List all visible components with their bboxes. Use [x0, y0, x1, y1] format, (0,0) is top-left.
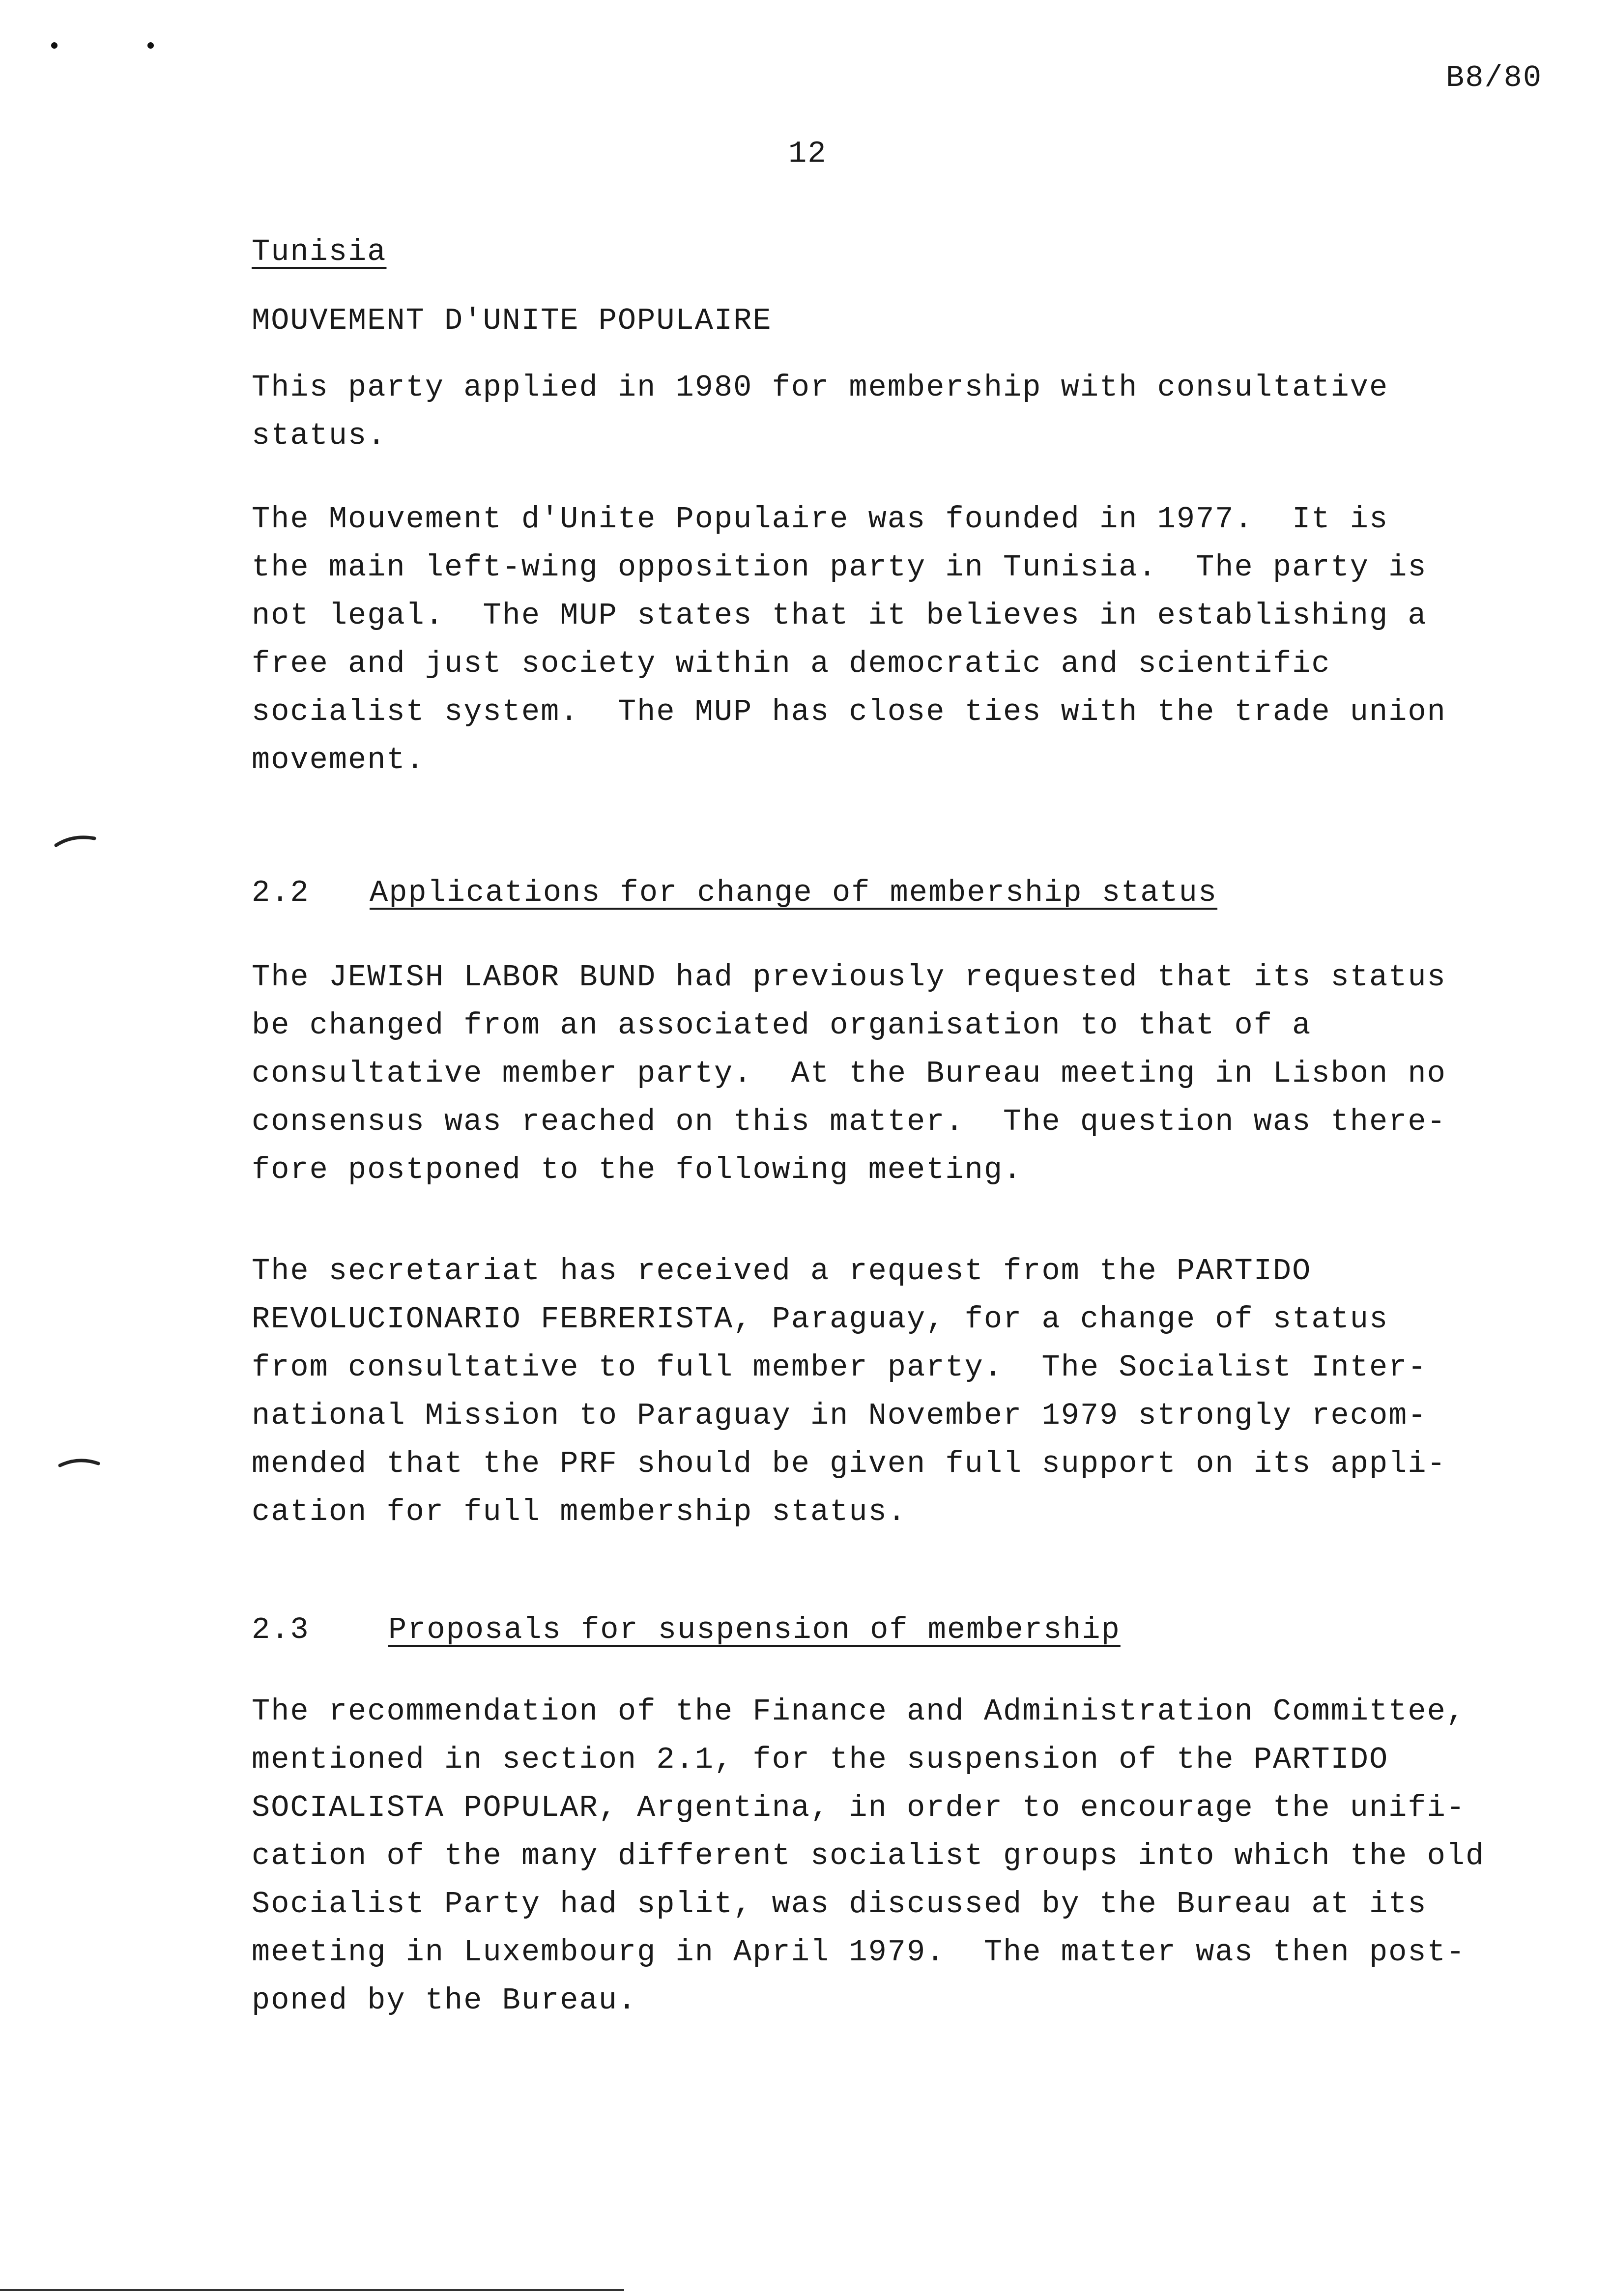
text-line: The secretariat has received a request from the PARTIDO	[252, 1254, 1312, 1289]
text-line: mentioned in section 2.1, for the suspension of the PARTIDO	[252, 1742, 1389, 1777]
text-line: cation of the many different socialist groups into which the old	[252, 1838, 1485, 1873]
section-title: Applications for change of membership status	[370, 875, 1218, 910]
text-line: Socialist Party had split, was discussed by the Bureau at its	[252, 1887, 1427, 1922]
punch-hole-mark-lower	[57, 1453, 101, 1472]
section-number: 2.2	[252, 875, 310, 910]
country-heading: Tunisia	[252, 234, 387, 269]
text-line: meeting in Luxembourg in April 1979. The matter was then post-	[252, 1935, 1466, 1970]
text-line: consensus was reached on this matter. The question was there-	[252, 1104, 1446, 1139]
text-line: from consultative to full member party. The Socialist Inter-	[252, 1350, 1427, 1385]
text-line: the main left-wing opposition party in Tunisia. The party is	[252, 550, 1427, 585]
text-line: consultative member party. At the Bureau meeting in Lisbon no	[252, 1056, 1446, 1091]
text-line: status.	[252, 418, 387, 453]
text-line: fore postponed to the following meeting.	[252, 1152, 1023, 1187]
section-number: 2.3	[252, 1612, 310, 1647]
text-line: be changed from an associated organisation to that of a	[252, 1008, 1312, 1043]
scan-dot-left	[51, 42, 58, 49]
text-line: SOCIALISTA POPULAR, Argentina, in order to encourage the unifi-	[252, 1790, 1466, 1825]
text-line: movement.	[252, 743, 425, 777]
punch-hole-mark-upper	[53, 831, 97, 850]
text-line: not legal. The MUP states that it believes in establishing a	[252, 598, 1427, 633]
text-line: national Mission to Paraguay in November 1979 strongly recom-	[252, 1398, 1427, 1433]
text-line: mended that the PRF should be given full support on its appli-	[252, 1446, 1446, 1481]
section-title: Proposals for suspension of membership	[388, 1612, 1121, 1647]
party-name: MOUVEMENT D'UNITE POPULAIRE	[252, 303, 772, 338]
text-line: cation for full membership status.	[252, 1494, 907, 1529]
scan-dot-right	[147, 42, 154, 49]
text-line: The Mouvement d'Unite Populaire was founded in 1977. It is	[252, 502, 1389, 537]
page-number: 12	[788, 136, 827, 171]
bottom-scan-edge	[0, 2289, 624, 2291]
text-line: socialist system. The MUP has close ties with the trade union	[252, 694, 1446, 729]
text-line: REVOLUCIONARIO FEBRERISTA, Paraguay, for a change of status	[252, 1302, 1389, 1337]
text-line: This party applied in 1980 for membership with consultative	[252, 370, 1389, 405]
text-line: The recommendation of the Finance and Administration Committee,	[252, 1694, 1466, 1729]
document-reference: B8/80	[1446, 60, 1543, 95]
text-line: free and just society within a democratic and scientific	[252, 646, 1331, 681]
text-line: poned by the Bureau.	[252, 1983, 637, 2018]
text-line: The JEWISH LABOR BUND had previously requested that its status	[252, 960, 1446, 995]
